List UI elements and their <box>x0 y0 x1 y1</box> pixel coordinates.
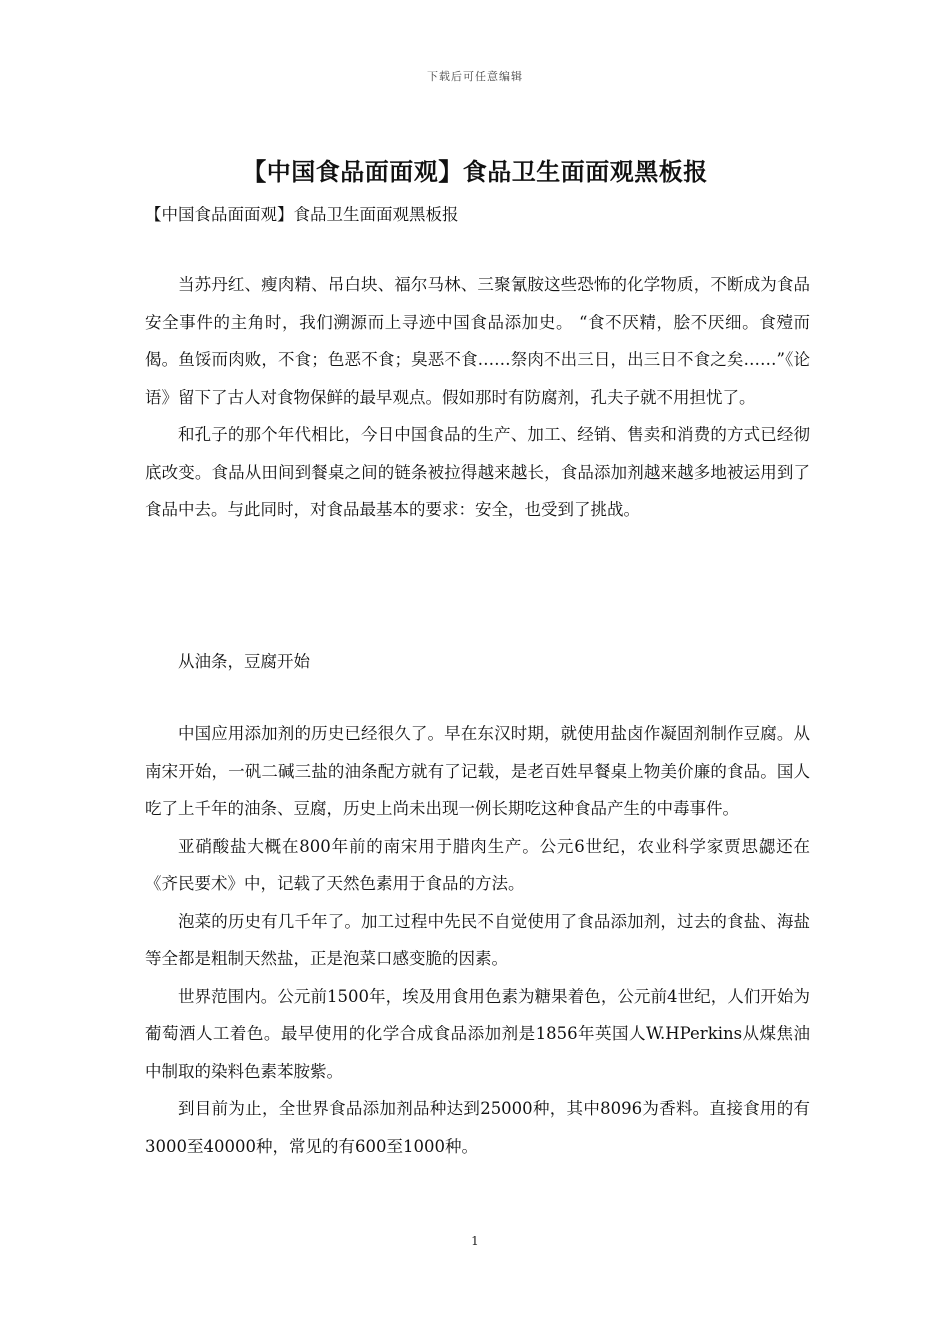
history-paragraph-2: 亚硝酸盐大概在800年前的南宋用于腊肉生产。公元6世纪，农业科学家贾思勰还在《齐民要术》中，记载了天然色素用于食品的方法。 <box>145 836 810 893</box>
intro-paragraph-2: 和孔子的那个年代相比，今日中国食品的生产、加工、经销、售卖和消费的方式已经彻底改变。食品从田间到餐桌之间的链条被拉得越来越长，食品添加剂越来越多地被运用到了食品中去。与此同时，对食品最基本的要求：安全，也受到了挑战。 <box>145 425 810 519</box>
intro-section <box>145 266 810 529</box>
page-number: 1 <box>471 1234 479 1248</box>
document-title: 【中国食品面面观】食品卫生面面观黑板报 <box>242 157 708 186</box>
history-paragraph-3: 泡菜的历史有几千年了。加工过程中先民不自觉使用了食品添加剂，过去的食盐、海盐等全都是粗制天然盐，正是泡菜口感变脆的因素。 <box>145 911 810 968</box>
history-section <box>145 715 810 1165</box>
section-heading: 从油条，豆腐开始 <box>178 652 310 671</box>
section-heading-block <box>145 643 810 681</box>
document-subtitle: 【中国食品面面观】食品卫生面面观黑板报 <box>145 205 459 224</box>
history-paragraph-5: 到目前为止，全世界食品添加剂品种达到25000种，其中8096为香料。直接食用的有3000至40000种，常见的有600至1000种。 <box>145 1099 810 1156</box>
header-note: 下载后可任意编辑 <box>427 70 523 83</box>
intro-paragraph-1: 当苏丹红、瘦肉精、吊白块、福尔马林、三聚氰胺这些恐怖的化学物质，不断成为食品安全事件的主角时，我们溯源而上寻迹中国食品添加史。 “食不厌精，脍不厌细。食殪而偈。鱼馁而肉败，不食；色恶不食；臭恶不食……祭肉不出三日，出三日不食之矣……”《论语》留下了古人对食物保鲜的最早观点。假如那时有防腐剂，孔夫子就不用担忧了。 <box>145 275 810 407</box>
history-paragraph-1: 中国应用添加剂的历史已经很久了。早在东汉时期，就使用盐卤作凝固剂制作豆腐。从南宋开始，一矾二碱三盐的油条配方就有了记载，是老百姓早餐桌上物美价廉的食品。国人吃了上千年的油条、豆腐，历史上尚未出现一例长期吃这种食品产生的中毒事件。 <box>145 724 810 818</box>
history-paragraph-4: 世界范围内。公元前1500年，埃及用食用色素为糖果着色，公元前4世纪，人们开始为葡萄酒人工着色。最早使用的化学合成食品添加剂是1856年英国人W.HPerkins从煤焦油中制取的染料色素苯胺紫。 <box>145 986 810 1081</box>
